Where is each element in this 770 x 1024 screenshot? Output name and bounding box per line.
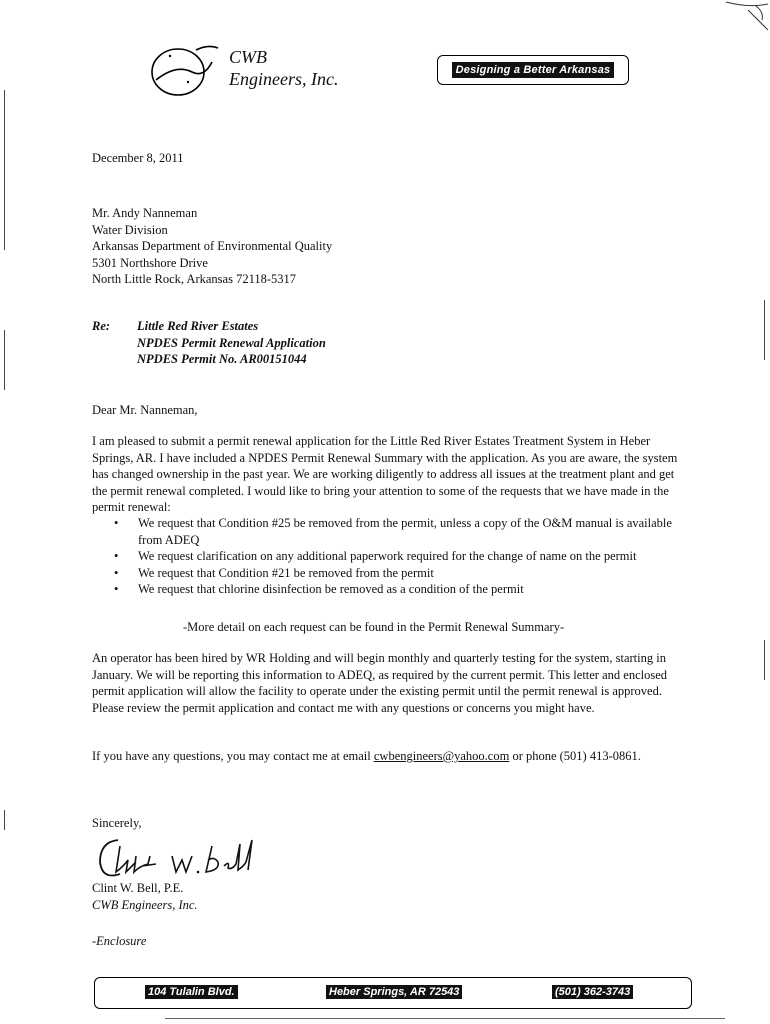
company-name-line1: CWB [229, 47, 267, 67]
scan-line [764, 640, 765, 680]
list-item: • We request that Condition #21 be removed from the permit [112, 565, 682, 582]
contact-text-before: If you have any questions, you may contact me at email [92, 749, 374, 763]
footer-city: Heber Springs, AR 72543 [326, 985, 462, 999]
more-detail-note: -More detail on each request can be found in the Permit Renewal Summary- [183, 620, 565, 634]
re-line-permit-number: NPDES Permit No. AR00151044 [137, 352, 307, 366]
recipient-agency: Arkansas Department of Environmental Quality [92, 239, 333, 253]
signer-company: CWB Engineers, Inc. [92, 898, 198, 912]
scan-line [4, 810, 5, 830]
footer-address: 104 Tulalin Blvd. [145, 985, 238, 999]
list-item: • We request that Condition #25 be removed from the permit, unless a copy of the O&M manual is available from ADEQ [112, 515, 682, 548]
list-item: • We request clarification on any additional paperwork required for the change of name on the permit [112, 548, 682, 565]
paragraph-operator: An operator has been hired by WR Holding and will begin monthly and quarterly testing for the system, starting in January. We will be reporting this information to ADEQ, as required by the current permit. This letter and enclosed permit application will allow the facility to operate under the existing permit until the permit renewal is approved. Please review the permit application and contact me with any questions or concerns you might have. [92, 651, 667, 715]
scan-line [764, 300, 765, 360]
paragraph-intro: I am pleased to submit a permit renewal application for the Little Red River Estates Treatment System in Heber Springs, AR. I have included a NPDES Permit Renewal Summary with the application. As you are aware, the system has changed ownership in the past year. We are working diligently to address all issues at the treatment plant and get the permit renewal completed. I would like to bring your attention to some of the requests that we have made in the permit renewal: [92, 434, 678, 514]
scan-line [4, 330, 5, 390]
recipient-city: North Little Rock, Arkansas 72118-5317 [92, 272, 297, 286]
paragraph-contact [92, 748, 692, 765]
recipient-division: Water Division [92, 222, 168, 237]
company-logo-icon [148, 42, 222, 98]
contact-text-after: or phone (501) 413-0861. [509, 749, 641, 763]
scan-line [4, 90, 5, 250]
recipient-street: 5301 Northshore Drive [92, 255, 208, 270]
re-label: Re: [92, 319, 111, 333]
list-item: • We request that chlorine disinfection be removed as a condition of the permit [112, 581, 682, 598]
recipient-name: Mr. Andy Nanneman [92, 206, 198, 220]
letter-date: December 8, 2011 [92, 151, 184, 165]
salutation: Dear Mr. Nanneman, [92, 403, 198, 417]
email-link[interactable]: cwbengineers@yahoo.com [373, 749, 510, 763]
bottom-rule [165, 1018, 725, 1019]
slogan-text: Designing a Better Arkansas [452, 62, 615, 78]
corner-scan-mark [718, 0, 770, 40]
footer-phone: (501) 362-3743 [552, 985, 633, 999]
re-subject [137, 318, 326, 368]
signer-name: Clint W. Bell, P.E. [92, 881, 184, 895]
signature-image [90, 826, 270, 884]
company-name [229, 46, 338, 90]
recipient-address [92, 205, 332, 288]
re-line-application: NPDES Permit Renewal Application [137, 335, 326, 350]
request-list [112, 515, 682, 598]
slogan-banner [437, 55, 629, 85]
company-name-line2: Engineers, Inc. [229, 69, 339, 89]
enclosure-note: -Enclosure [92, 934, 147, 948]
closing: Sincerely, [92, 816, 142, 830]
re-line-project: Little Red River Estates [137, 319, 259, 333]
